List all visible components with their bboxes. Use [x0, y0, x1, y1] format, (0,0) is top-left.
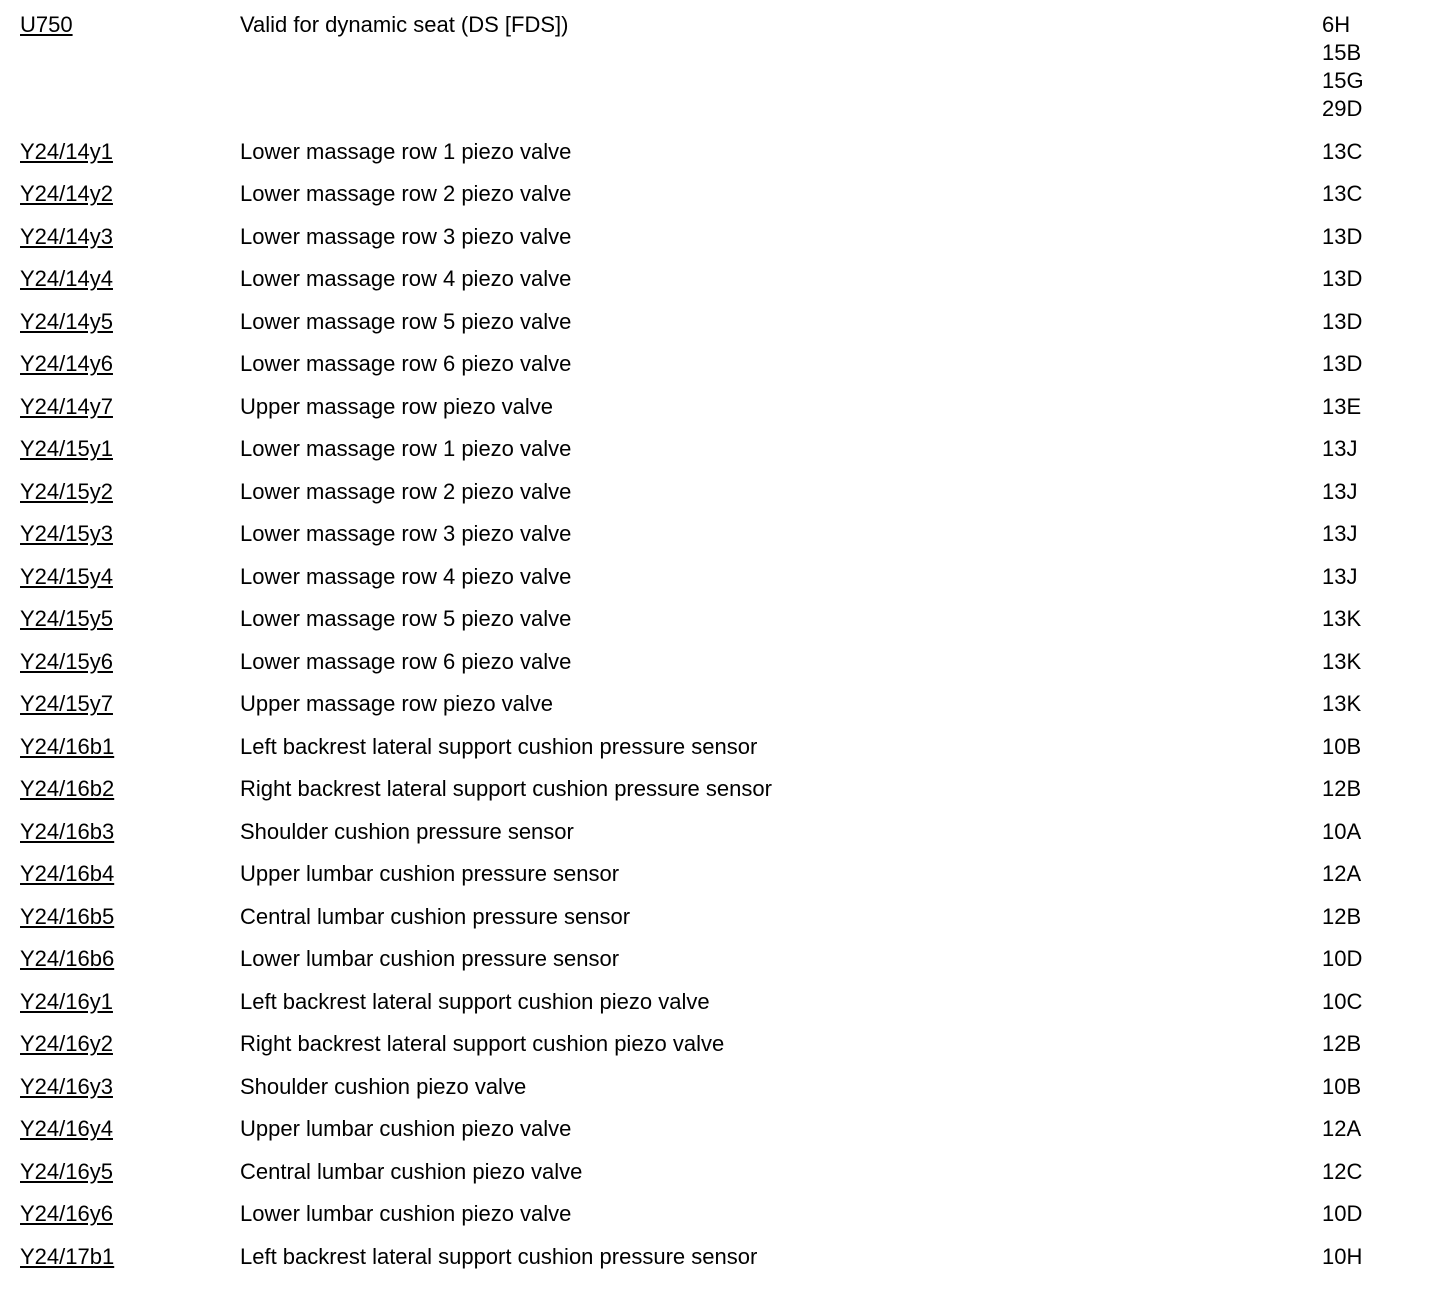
table-row	[0, 11, 1456, 123]
grid-location-cell	[1322, 350, 1362, 378]
table-row	[0, 648, 1456, 676]
component-code-link[interactable]: Y24/14y1	[20, 138, 113, 164]
grid-location: 12B	[1322, 1031, 1362, 1056]
table-row	[0, 1243, 1456, 1271]
component-code-cell	[0, 903, 240, 931]
grid-location: 13J	[1322, 563, 1358, 589]
table-row	[0, 223, 1456, 251]
grid-location-cell	[1322, 1243, 1362, 1271]
grid-location-cell	[1322, 265, 1362, 293]
component-description: Lower massage row 4 piezo valve	[240, 266, 572, 291]
grid-location: 12B	[1322, 776, 1362, 801]
component-description: Upper massage row piezo valve	[240, 691, 554, 716]
component-code-link[interactable]: Y24/14y4	[20, 266, 113, 291]
component-code-cell	[0, 11, 240, 39]
grid-location: 6H	[1322, 12, 1351, 37]
table-row	[0, 180, 1456, 208]
grid-location: 10D	[1322, 946, 1363, 971]
component-legend-table	[0, 11, 1456, 1285]
component-code-link[interactable]: Y24/15y3	[20, 521, 113, 546]
table-row	[0, 1158, 1456, 1186]
component-code-cell	[0, 648, 240, 676]
table-row	[0, 1115, 1456, 1143]
grid-location: 10H	[1322, 1243, 1363, 1269]
component-description: Lower massage row 5 piezo valve	[240, 308, 572, 334]
grid-location-cell	[1322, 1115, 1361, 1143]
component-code-link[interactable]: Y24/14y3	[20, 223, 113, 249]
component-code-link[interactable]: Y24/16y5	[20, 1158, 113, 1184]
component-code-cell	[0, 265, 240, 293]
component-code-cell	[0, 1200, 240, 1228]
grid-location-cell	[1322, 138, 1362, 166]
grid-location: 10D	[1322, 1201, 1363, 1226]
grid-location-cell	[1322, 1030, 1361, 1058]
grid-location: 12A	[1322, 861, 1362, 886]
grid-location: 13D	[1322, 223, 1363, 249]
table-row	[0, 138, 1456, 166]
component-code-link[interactable]: Y24/14y2	[20, 181, 113, 206]
component-code-link[interactable]: Y24/16b3	[20, 818, 115, 844]
component-description: Valid for dynamic seat (DS [FDS])	[240, 12, 569, 37]
component-code-cell	[0, 1158, 240, 1186]
component-code-cell	[0, 308, 240, 336]
component-description: Lower massage row 6 piezo valve	[240, 351, 572, 376]
component-code-link[interactable]: Y24/16y2	[20, 1031, 113, 1056]
component-code-link[interactable]: Y24/16b5	[20, 903, 115, 929]
grid-location-cell	[1322, 690, 1361, 718]
component-code-link[interactable]: Y24/15y4	[20, 563, 113, 589]
grid-location-cell	[1322, 435, 1357, 463]
component-code-cell	[0, 138, 240, 166]
component-description: Lower massage row 2 piezo valve	[240, 478, 572, 504]
table-row	[0, 945, 1456, 973]
grid-location-cell	[1322, 988, 1362, 1016]
grid-location: 10C	[1322, 988, 1363, 1014]
grid-location: 29D	[1322, 96, 1363, 121]
grid-location: 15B	[1322, 40, 1362, 65]
component-code-cell	[0, 818, 240, 846]
component-code-link[interactable]: U750	[20, 12, 73, 37]
component-description: Left backrest lateral support cushion pressure sensor	[240, 733, 758, 759]
component-code-link[interactable]: Y24/16b2	[20, 776, 115, 801]
component-code-link[interactable]: Y24/16b4	[20, 861, 115, 886]
grid-location-cell	[1322, 478, 1357, 506]
table-row	[0, 265, 1456, 293]
grid-location: 13D	[1322, 351, 1363, 376]
component-description: Right backrest lateral support cushion pressure sensor	[240, 776, 772, 801]
grid-location-cell	[1322, 1158, 1362, 1186]
grid-location-cell	[1322, 775, 1361, 803]
component-code-cell	[0, 945, 240, 973]
grid-location: 13J	[1322, 521, 1358, 546]
component-code-link[interactable]: Y24/16y3	[20, 1073, 113, 1099]
table-row	[0, 1030, 1456, 1058]
component-description: Lower massage row 3 piezo valve	[240, 521, 572, 546]
component-code-cell	[0, 1073, 240, 1101]
component-description: Lower massage row 2 piezo valve	[240, 181, 572, 206]
component-code-cell	[0, 733, 240, 761]
grid-location-cell	[1322, 308, 1362, 336]
component-code-link[interactable]: Y24/17b1	[20, 1243, 115, 1269]
component-description: Left backrest lateral support cushion pressure sensor	[240, 1243, 758, 1269]
grid-location-cell	[1322, 11, 1364, 123]
component-code-link[interactable]: Y24/16b6	[20, 946, 115, 971]
grid-location: 13K	[1322, 648, 1362, 674]
grid-location: 13J	[1322, 478, 1358, 504]
component-description: Lower lumbar cushion pressure sensor	[240, 946, 620, 971]
grid-location: 12B	[1322, 903, 1362, 929]
grid-location: 13E	[1322, 393, 1362, 419]
component-code-link[interactable]: Y24/16y1	[20, 988, 113, 1014]
component-description: Lower massage row 1 piezo valve	[240, 436, 572, 461]
grid-location-cell	[1322, 563, 1357, 591]
component-code-cell	[0, 350, 240, 378]
component-code-cell	[0, 435, 240, 463]
component-description: Lower massage row 5 piezo valve	[240, 606, 572, 631]
component-description: Lower massage row 1 piezo valve	[240, 138, 572, 164]
component-description: Lower lumbar cushion piezo valve	[240, 1201, 572, 1226]
grid-location: 15G	[1322, 68, 1364, 93]
component-code-link[interactable]: Y24/15y6	[20, 648, 113, 674]
grid-location: 13C	[1322, 138, 1363, 164]
component-description: Shoulder cushion piezo valve	[240, 1073, 527, 1099]
component-code-cell	[0, 860, 240, 888]
table-row	[0, 988, 1456, 1016]
component-description: Lower massage row 6 piezo valve	[240, 648, 572, 674]
component-code-link[interactable]: Y24/14y5	[20, 308, 113, 334]
table-row	[0, 903, 1456, 931]
grid-location: 10A	[1322, 818, 1362, 844]
grid-location-cell	[1322, 605, 1361, 633]
component-description: Right backrest lateral support cushion piezo valve	[240, 1031, 725, 1056]
grid-location: 13D	[1322, 308, 1363, 334]
grid-location: 13K	[1322, 606, 1362, 631]
component-code-cell	[0, 180, 240, 208]
grid-location: 12A	[1322, 1116, 1362, 1141]
grid-location-cell	[1322, 945, 1362, 973]
table-row	[0, 733, 1456, 761]
table-row	[0, 478, 1456, 506]
component-code-cell	[0, 223, 240, 251]
component-code-cell	[0, 988, 240, 1016]
component-code-cell	[0, 775, 240, 803]
grid-location-cell	[1322, 1073, 1361, 1101]
table-row	[0, 818, 1456, 846]
grid-location: 13K	[1322, 691, 1362, 716]
component-description: Upper massage row piezo valve	[240, 393, 554, 419]
grid-location-cell	[1322, 903, 1361, 931]
component-code-link[interactable]: Y24/15y1	[20, 436, 113, 461]
component-description: Central lumbar cushion piezo valve	[240, 1158, 583, 1184]
component-code-cell	[0, 1115, 240, 1143]
table-row	[0, 1200, 1456, 1228]
component-description: Upper lumbar cushion piezo valve	[240, 1116, 572, 1141]
component-description: Left backrest lateral support cushion piezo valve	[240, 988, 710, 1014]
component-code-link[interactable]: Y24/16y4	[20, 1116, 113, 1141]
grid-location: 10B	[1322, 1073, 1362, 1099]
component-description: Lower massage row 4 piezo valve	[240, 563, 572, 589]
grid-location-cell	[1322, 393, 1361, 421]
component-code-cell	[0, 690, 240, 718]
component-code-cell	[0, 393, 240, 421]
component-code-link[interactable]: Y24/16y6	[20, 1201, 113, 1226]
component-code-link[interactable]: Y24/16b1	[20, 733, 115, 759]
component-code-link[interactable]: Y24/15y5	[20, 606, 113, 631]
table-row	[0, 690, 1456, 718]
table-row	[0, 775, 1456, 803]
grid-location-cell	[1322, 818, 1361, 846]
grid-location: 10B	[1322, 733, 1362, 759]
component-code-cell	[0, 520, 240, 548]
table-row	[0, 520, 1456, 548]
grid-location-cell	[1322, 520, 1357, 548]
table-row	[0, 350, 1456, 378]
component-description: Central lumbar cushion pressure sensor	[240, 903, 631, 929]
grid-location-cell	[1322, 648, 1361, 676]
component-code-link[interactable]: Y24/15y2	[20, 478, 113, 504]
grid-location-cell	[1322, 733, 1361, 761]
grid-location: 13J	[1322, 436, 1358, 461]
component-description: Upper lumbar cushion pressure sensor	[240, 861, 620, 886]
component-code-link[interactable]: Y24/14y6	[20, 351, 113, 376]
table-row	[0, 308, 1456, 336]
grid-location: 13C	[1322, 181, 1363, 206]
component-code-cell	[0, 478, 240, 506]
grid-location: 12C	[1322, 1158, 1363, 1184]
component-code-cell	[0, 563, 240, 591]
component-description: Lower massage row 3 piezo valve	[240, 223, 572, 249]
table-row	[0, 860, 1456, 888]
component-description: Shoulder cushion pressure sensor	[240, 818, 574, 844]
grid-location-cell	[1322, 860, 1361, 888]
table-row	[0, 1073, 1456, 1101]
component-code-link[interactable]: Y24/15y7	[20, 691, 113, 716]
component-code-cell	[0, 1243, 240, 1271]
table-row	[0, 605, 1456, 633]
grid-location-cell	[1322, 180, 1362, 208]
component-code-cell	[0, 1030, 240, 1058]
grid-location-cell	[1322, 1200, 1362, 1228]
table-row	[0, 393, 1456, 421]
grid-location: 13D	[1322, 266, 1363, 291]
table-row	[0, 563, 1456, 591]
component-code-link[interactable]: Y24/14y7	[20, 393, 113, 419]
table-row	[0, 435, 1456, 463]
grid-location-cell	[1322, 223, 1362, 251]
component-code-cell	[0, 605, 240, 633]
